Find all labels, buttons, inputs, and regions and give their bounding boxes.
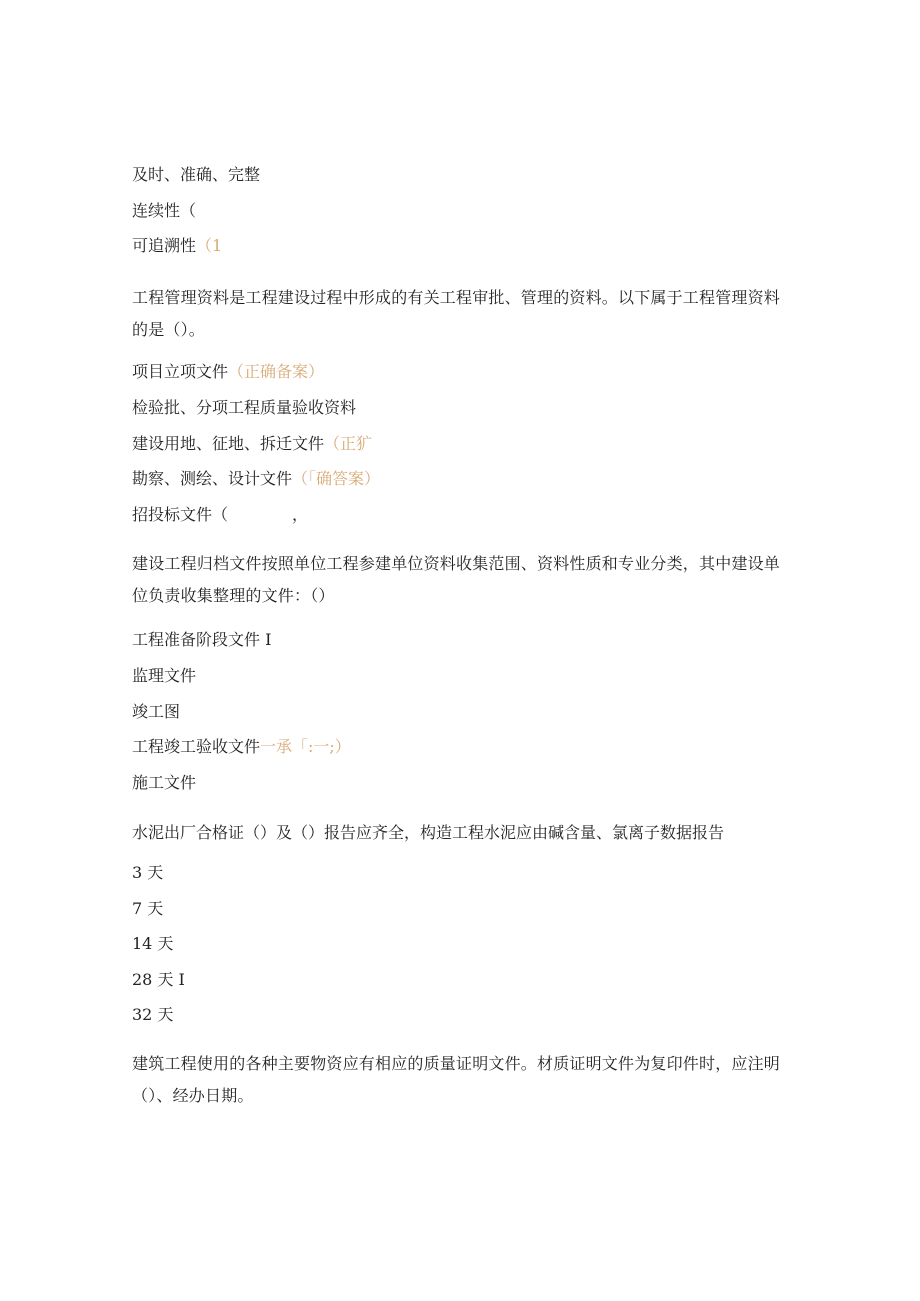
answer-hint: （1	[196, 236, 223, 255]
option-text: 检验批、分项工程质量验收资料	[132, 398, 357, 417]
option-line	[132, 969, 185, 991]
option-text: 14 天	[132, 934, 174, 953]
question-text: 水泥出厂合格证（）及（）报告应齐全，构造工程水泥应由碱含量、氯离子数据报告	[132, 823, 725, 842]
option-line	[132, 736, 351, 758]
option-text: 7 天	[132, 899, 164, 918]
option-text: 建设用地、征地、拆迁文件	[132, 434, 325, 453]
option-line	[132, 433, 372, 455]
option-text: 连续性（	[132, 201, 197, 220]
option-line	[132, 1004, 173, 1026]
option-text: 32 天	[132, 1005, 174, 1024]
option-text: 3 天	[132, 863, 164, 882]
option-line	[132, 898, 163, 920]
option-line	[132, 629, 271, 651]
answer-hint: （正犷	[324, 434, 373, 453]
option-text: 竣工图	[132, 702, 181, 721]
option-line	[132, 772, 196, 794]
question-text: 工程管理资料是工程建设过程中形成的有关工程审批、管理的资料。以下属于工程管理资料的是（）。	[132, 288, 781, 339]
question-text: 建设工程归档文件按照单位工程参建单位资料收集范围、资料性质和专业分类，其中建设单位负责收集整理的文件：（）	[132, 554, 781, 605]
answer-hint: 一承「:一;）	[260, 737, 351, 756]
answer-hint: （正确备案）	[228, 362, 325, 381]
option-text: 项目立项文件	[132, 362, 229, 381]
option-line	[132, 701, 180, 723]
option-line	[132, 933, 173, 955]
option-line	[132, 468, 380, 490]
option-line	[132, 235, 222, 257]
option-text: 可追溯性	[132, 236, 197, 255]
option-tail: ，	[292, 505, 309, 524]
option-line	[132, 397, 356, 419]
answer-hint: （「确答案）	[292, 469, 381, 488]
option-line	[132, 164, 260, 186]
option-line	[132, 361, 324, 383]
option-text: 工程准备阶段文件 I	[132, 630, 272, 649]
option-line	[132, 504, 308, 526]
option-text: 监理文件	[132, 666, 197, 685]
option-text: 及时、准确、完整	[132, 165, 261, 184]
option-text: 28 天 I	[132, 970, 185, 989]
option-line	[132, 200, 196, 222]
question-text: 建筑工程使用的各种主要物资应有相应的质量证明文件。材质证明文件为复印件时，应注明（）、经办日期。	[132, 1054, 781, 1105]
option-text: 施工文件	[132, 773, 197, 792]
option-line	[132, 862, 163, 884]
option-line	[132, 665, 196, 687]
option-text: 招投标文件（	[132, 505, 229, 524]
option-text: 勘察、测绘、设计文件	[132, 469, 293, 488]
option-text: 工程竣工验收文件	[132, 737, 261, 756]
